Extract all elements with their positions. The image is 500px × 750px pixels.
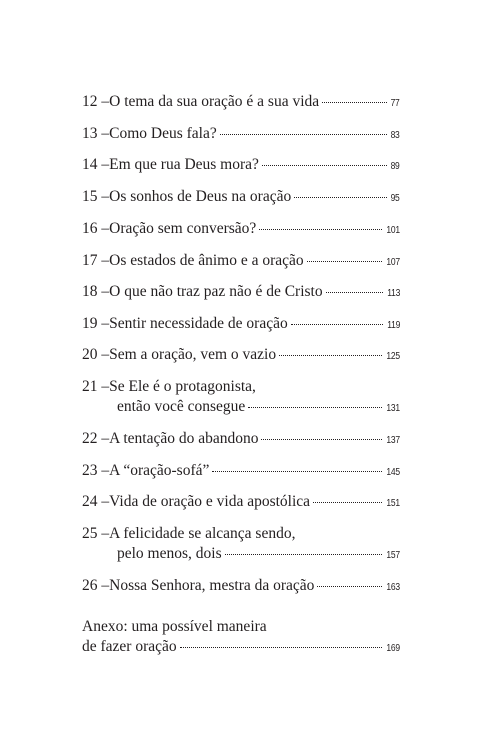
entry-title-line-1: Anexo: uma possível maneira: [82, 618, 267, 635]
toc-entry-21[interactable]: [82, 377, 400, 419]
toc-entry-15[interactable]: [82, 187, 400, 209]
dot-leader: [262, 164, 388, 166]
toc-entry-25[interactable]: [82, 524, 400, 566]
entry-page-number: 157: [386, 550, 400, 561]
entry-number: 17 –: [82, 252, 110, 269]
entry-page-number: 77: [391, 98, 400, 109]
dot-leader: [313, 501, 382, 503]
entry-page-number: 101: [386, 225, 400, 236]
entry-number: 14 –: [82, 156, 110, 173]
entry-number: 21 –: [82, 378, 110, 395]
entry-title: O que não traz paz não é de Cristo: [109, 283, 323, 300]
dot-leader: [317, 585, 382, 587]
dot-leader: [322, 101, 387, 103]
entry-page-number: 131: [386, 403, 400, 414]
entry-page-number: 107: [386, 257, 400, 268]
entry-number: 23 –: [82, 462, 110, 479]
entry-title: Em que rua Deus mora?: [109, 156, 259, 173]
entry-page-number: 113: [387, 288, 400, 299]
entry-number: 19 –: [82, 315, 110, 332]
entry-title-line-1: Se Ele é o protagonista,: [109, 378, 256, 395]
entry-title: Vida de oração e vida apostólica: [109, 493, 311, 510]
dot-leader: [180, 646, 383, 648]
entry-number: 22 –: [82, 430, 110, 447]
entry-title-line-2: de fazer oração: [82, 638, 177, 655]
dot-leader: [326, 291, 383, 293]
toc-entry-19[interactable]: [82, 314, 400, 336]
toc-entry-annex[interactable]: [82, 617, 400, 659]
entry-number: 20 –: [82, 346, 110, 363]
toc-entry-24[interactable]: [82, 492, 400, 514]
entry-page-number: 125: [386, 351, 400, 362]
entry-title: O tema da sua oração é a sua vida: [109, 93, 320, 110]
dot-leader: [307, 260, 383, 262]
dot-leader: [294, 196, 387, 198]
toc-entry-14[interactable]: [82, 155, 400, 177]
dot-leader: [261, 438, 382, 440]
entry-number: 12 –: [82, 93, 110, 110]
entry-title: Como Deus fala?: [109, 125, 217, 142]
toc-entry-20[interactable]: [82, 345, 400, 367]
dot-leader: [212, 470, 382, 472]
entry-title: A tentação do abandono: [109, 430, 259, 447]
entry-page-number: 151: [386, 498, 400, 509]
entry-page-number: 137: [386, 435, 400, 446]
entry-page-number: 83: [391, 130, 400, 141]
entry-number: 15 –: [82, 188, 110, 205]
entry-title: A “oração-sofá”: [109, 462, 210, 479]
toc-entry-22[interactable]: [82, 429, 400, 451]
entry-page-number: 95: [391, 193, 400, 204]
dot-leader: [291, 323, 383, 325]
entry-page-number: 163: [386, 582, 400, 593]
dot-leader: [225, 553, 383, 555]
toc-entry-16[interactable]: [82, 219, 400, 241]
entry-number: 16 –: [82, 220, 110, 237]
entry-number: 26 –: [82, 577, 110, 594]
entry-title: Sentir necessidade de oração: [109, 315, 288, 332]
entry-title-line-2: então você consegue: [117, 398, 246, 415]
dot-leader: [279, 354, 382, 356]
toc-entry-26[interactable]: [82, 576, 400, 598]
toc-entry-17[interactable]: [82, 251, 400, 273]
toc-entry-23[interactable]: [82, 461, 400, 483]
entry-page-number: 89: [391, 161, 400, 172]
entry-number: 18 –: [82, 283, 110, 300]
entry-number: 13 –: [82, 125, 110, 142]
toc-entry-12[interactable]: [82, 92, 400, 114]
entry-page-number: 119: [387, 320, 400, 331]
entry-number: 24 –: [82, 493, 110, 510]
dot-leader: [220, 133, 388, 135]
dot-leader: [259, 228, 382, 230]
dot-leader: [248, 406, 382, 408]
entry-title: Nossa Senhora, mestra da oração: [109, 577, 315, 594]
entry-title: Sem a oração, vem o vazio: [109, 346, 277, 363]
entry-title-line-1: A felicidade se alcança sendo,: [109, 525, 296, 542]
entry-title-line-2: pelo menos, dois: [117, 545, 222, 562]
entry-title: Os estados de ânimo e a oração: [109, 252, 304, 269]
entry-page-number: 145: [386, 467, 400, 478]
entry-title: Os sonhos de Deus na oração: [109, 188, 292, 205]
entry-number: 25 –: [82, 525, 110, 542]
entry-title: Oração sem conversão?: [109, 220, 257, 237]
toc-entry-13[interactable]: [82, 124, 400, 146]
toc-entry-18[interactable]: [82, 282, 400, 304]
entry-page-number: 169: [386, 643, 400, 654]
